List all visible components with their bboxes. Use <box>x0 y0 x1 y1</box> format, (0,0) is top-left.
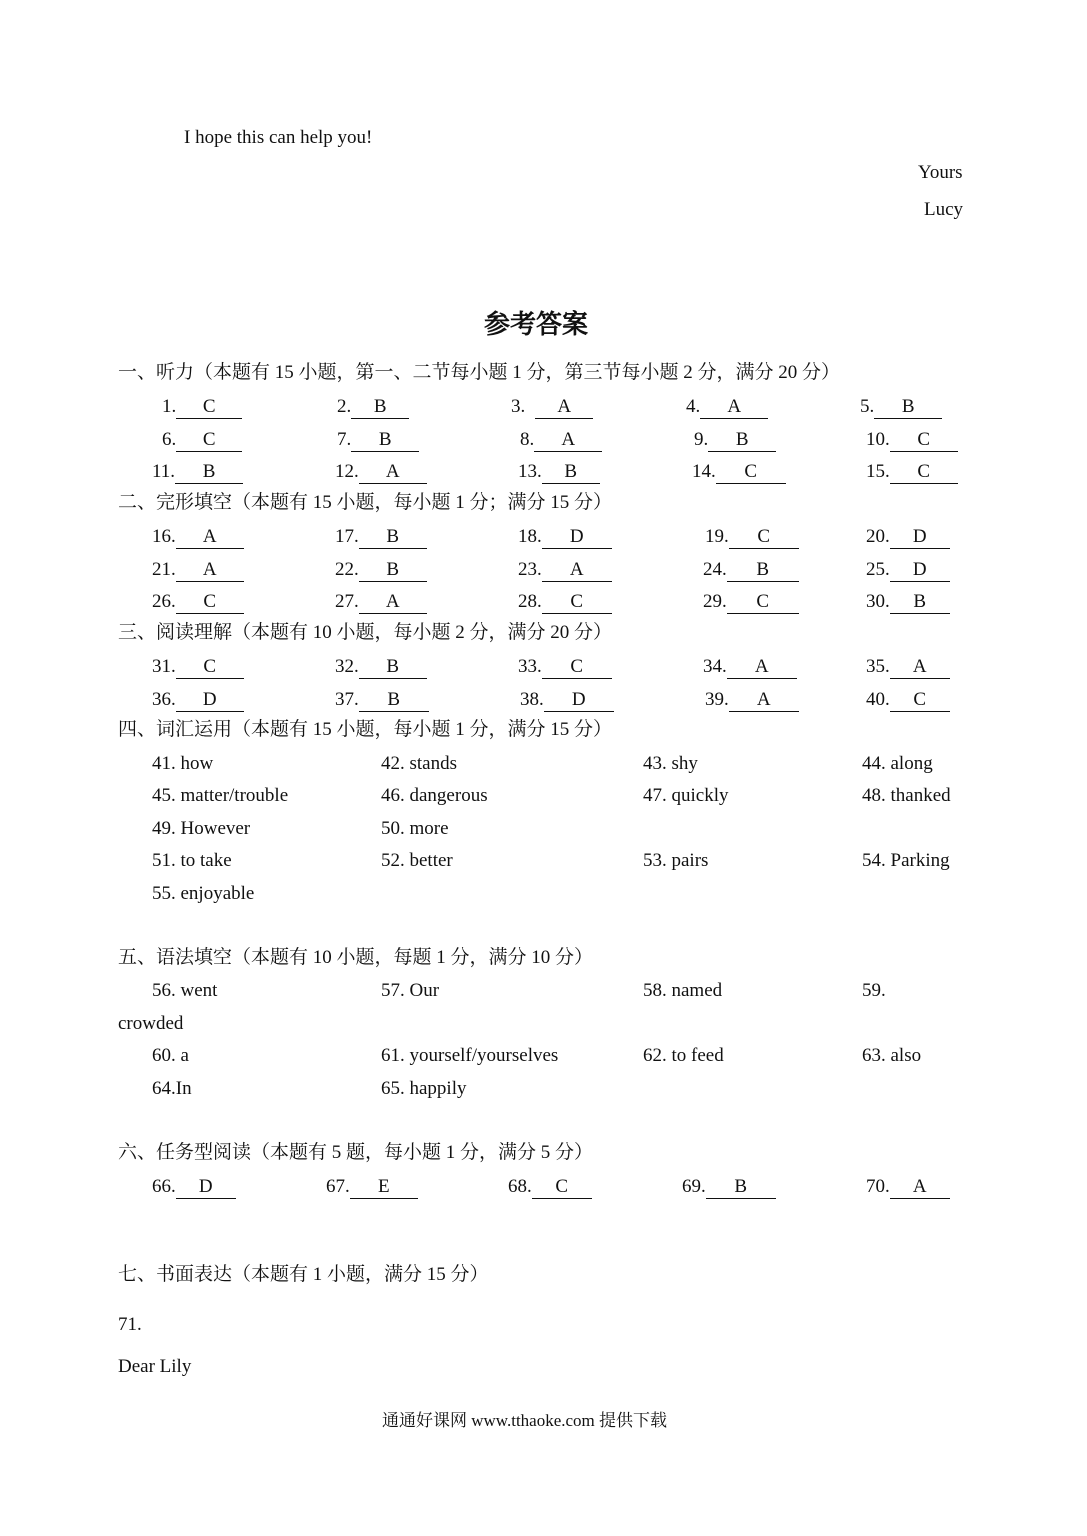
answer-item <box>335 525 427 549</box>
section-listening-header: 一、听力（本题有 15 小题，第一、二节每小题 1 分，第三节每小题 2 分，满分 20 分） <box>118 362 841 383</box>
question-number: 6. <box>162 429 177 450</box>
answer-item <box>337 395 409 419</box>
vocab-answer: 48. thanked <box>862 785 951 806</box>
answer-blank: A <box>727 656 797 679</box>
question-number: 4. <box>686 396 701 417</box>
question-number: 15. <box>866 461 890 482</box>
answer-blank: C <box>729 526 799 549</box>
answer-item <box>866 525 950 549</box>
answer-item <box>518 460 600 484</box>
answer-item <box>335 558 427 582</box>
answer-item <box>335 590 427 614</box>
grammar-answer-continued: crowded <box>118 1013 184 1034</box>
question-number: 10. <box>866 429 890 450</box>
answer-blank: A <box>700 396 768 419</box>
grammar-answer: 65. happily <box>381 1078 467 1099</box>
answer-item <box>152 558 244 582</box>
answer-blank: B <box>359 689 429 712</box>
question-number: 37. <box>335 689 359 710</box>
answer-blank: A <box>359 461 427 484</box>
answer-blank: A <box>729 689 799 712</box>
answer-item <box>520 688 614 712</box>
signoff-name: Lucy <box>924 199 964 220</box>
answer-item <box>682 1175 776 1199</box>
vocab-answer: 46. dangerous <box>381 785 488 806</box>
answer-item <box>335 688 429 712</box>
section-reading-header: 三、阅读理解（本题有 10 小题，每小题 2 分，满分 20 分） <box>118 622 613 643</box>
vocab-answer: 51. to take <box>152 850 232 871</box>
answer-blank: B <box>359 559 427 582</box>
signoff-yours: Yours <box>918 162 963 183</box>
answer-item <box>866 558 950 582</box>
answer-blank: B <box>351 429 419 452</box>
vocab-answer: 53. pairs <box>643 850 709 871</box>
question-number: 20. <box>866 526 890 547</box>
question-number: 1. <box>162 396 177 417</box>
answer-blank: C <box>176 591 244 614</box>
answer-blank: C <box>890 689 950 712</box>
answer-blank: C <box>727 591 799 614</box>
answer-item <box>162 428 242 452</box>
answer-item <box>705 525 799 549</box>
question-number: 28. <box>518 591 542 612</box>
question-number: 8. <box>520 429 535 450</box>
grammar-answer: 56. went <box>152 980 218 1001</box>
vocab-answer: 45. matter/trouble <box>152 785 289 806</box>
answer-item <box>866 460 958 484</box>
answer-blank: B <box>890 591 950 614</box>
question-number: 16. <box>152 526 176 547</box>
answer-item <box>518 525 612 549</box>
question-number: 27. <box>335 591 359 612</box>
answer-item <box>335 460 427 484</box>
vocab-answer: 44. along <box>862 753 933 774</box>
answer-item <box>692 460 786 484</box>
question-number: 36. <box>152 689 176 710</box>
question-number: 22. <box>335 559 359 580</box>
question-number: 19. <box>705 526 729 547</box>
answer-item <box>703 590 799 614</box>
answer-item <box>703 655 797 679</box>
vocab-answer: 43. shy <box>643 753 698 774</box>
answer-blank: C <box>890 429 958 452</box>
answer-blank: A <box>890 656 950 679</box>
answer-blank: D <box>890 559 950 582</box>
answer-blank: C <box>542 656 612 679</box>
vocab-answer: 42. stands <box>381 753 457 774</box>
grammar-answer: 64.In <box>152 1078 192 1099</box>
answer-item <box>520 428 602 452</box>
question-number: 66. <box>152 1176 176 1197</box>
vocab-answer: 41. how <box>152 753 214 774</box>
answer-blank: C <box>176 429 242 452</box>
answer-blank: C <box>890 461 958 484</box>
question-number: 29. <box>703 591 727 612</box>
vocab-answer: 50. more <box>381 818 449 839</box>
answer-blank: A <box>176 559 244 582</box>
answer-item <box>152 460 243 484</box>
vocab-answer: 52. better <box>381 850 453 871</box>
section-grammar-header: 五、语法填空（本题有 10 小题，每题 1 分，满分 10 分） <box>118 947 594 968</box>
answer-blank: D <box>176 689 244 712</box>
answer-blank: C <box>532 1176 592 1199</box>
section-cloze-header: 二、完形填空（本题有 15 小题，每小题 1 分；满分 15 分） <box>118 492 613 513</box>
answer-blank: A <box>359 591 427 614</box>
answer-item <box>705 688 799 712</box>
answer-blank: C <box>542 591 612 614</box>
grammar-answer: 60. a <box>152 1045 189 1066</box>
question-number: 70. <box>866 1176 890 1197</box>
question-number: 39. <box>705 689 729 710</box>
question-number: 5. <box>860 396 875 417</box>
question-number: 67. <box>326 1176 350 1197</box>
page-title: 参考答案 <box>484 310 589 340</box>
closing-line: I hope this can help you! <box>184 127 373 148</box>
question-number: 21. <box>152 559 176 580</box>
question-number: 33. <box>518 656 542 677</box>
vocab-answer: 47. quickly <box>643 785 729 806</box>
answer-item <box>337 428 419 452</box>
question-number: 35. <box>866 656 890 677</box>
question-number: 17. <box>335 526 359 547</box>
answer-blank: B <box>542 461 600 484</box>
section-vocabulary-header: 四、词汇运用（本题有 15 小题，每小题 1 分，满分 15 分） <box>118 719 613 740</box>
question-number: 11. <box>152 461 176 482</box>
answer-blank: A <box>176 526 244 549</box>
answer-blank: C <box>176 396 242 419</box>
question-number: 9. <box>694 429 709 450</box>
answer-item <box>326 1175 418 1199</box>
grammar-answer: 63. also <box>862 1045 922 1066</box>
grammar-answer: 58. named <box>643 980 723 1001</box>
section-writing-header: 七、书面表达（本题有 1 小题，满分 15 分） <box>118 1264 489 1285</box>
question-number: 30. <box>866 591 890 612</box>
answer-item <box>152 590 244 614</box>
answer-item <box>866 590 950 614</box>
answer-blank: E <box>350 1176 418 1199</box>
answer-blank: B <box>359 656 427 679</box>
answer-blank: B <box>351 396 409 419</box>
answer-item <box>703 558 799 582</box>
question-number: 23. <box>518 559 542 580</box>
question-number: 68. <box>508 1176 532 1197</box>
answer-item <box>860 395 942 419</box>
question-number: 2. <box>337 396 352 417</box>
question-number: 40. <box>866 689 890 710</box>
page-footer: 通通好课网 www.tthaoke.com 提供下载 <box>382 1411 668 1430</box>
letter-greeting: Dear Lily <box>118 1356 192 1377</box>
answer-blank: D <box>542 526 612 549</box>
vocab-answer: 54. Parking <box>862 850 950 871</box>
answer-item <box>511 395 593 419</box>
question-number: 31. <box>152 656 176 677</box>
question-number: 34. <box>703 656 727 677</box>
answer-blank: C <box>176 656 244 679</box>
vocab-answer: 49. However <box>152 818 251 839</box>
answer-item <box>686 395 768 419</box>
answer-item <box>162 395 242 419</box>
question-number: 13. <box>518 461 542 482</box>
grammar-answer: 59. <box>862 980 886 1001</box>
answer-item <box>866 655 950 679</box>
question-number: 25. <box>866 559 890 580</box>
answer-item <box>152 655 244 679</box>
answer-blank: D <box>176 1176 236 1199</box>
answer-blank: B <box>874 396 942 419</box>
answer-blank: B <box>359 526 427 549</box>
grammar-answer: 62. to feed <box>643 1045 724 1066</box>
question-number: 14. <box>692 461 716 482</box>
vocab-answer: 55. enjoyable <box>152 883 255 904</box>
answer-blank: A <box>542 559 612 582</box>
answer-blank: B <box>706 1176 776 1199</box>
writing-question-number: 71. <box>118 1314 142 1335</box>
grammar-answer: 61. yourself/yourselves <box>381 1045 559 1066</box>
answer-item <box>335 655 427 679</box>
question-number: 7. <box>337 429 352 450</box>
answer-blank: B <box>727 559 799 582</box>
answer-item <box>866 428 958 452</box>
answer-item <box>152 1175 236 1199</box>
answer-item <box>508 1175 592 1199</box>
answer-item <box>518 590 612 614</box>
answer-blank: A <box>535 396 593 419</box>
answer-blank: B <box>708 429 776 452</box>
answer-item <box>518 558 612 582</box>
answer-item <box>866 1175 950 1199</box>
answer-blank: B <box>175 461 243 484</box>
answer-item <box>152 525 244 549</box>
answer-item <box>152 688 244 712</box>
answer-item <box>518 655 612 679</box>
question-number: 32. <box>335 656 359 677</box>
answer-blank: D <box>544 689 614 712</box>
answer-item <box>694 428 776 452</box>
question-number: 38. <box>520 689 544 710</box>
section-task-reading-header: 六、任务型阅读（本题有 5 题，每小题 1 分，满分 5 分） <box>118 1142 594 1163</box>
answer-item <box>866 688 950 712</box>
question-number: 24. <box>703 559 727 580</box>
grammar-answer: 57. Our <box>381 980 440 1001</box>
question-number: 69. <box>682 1176 706 1197</box>
answer-blank: C <box>716 461 786 484</box>
question-number: 12. <box>335 461 359 482</box>
answer-blank: A <box>890 1176 950 1199</box>
question-number: 26. <box>152 591 176 612</box>
question-number: 3. <box>511 396 526 417</box>
question-number: 18. <box>518 526 542 547</box>
answer-blank: A <box>534 429 602 452</box>
answer-blank: D <box>890 526 950 549</box>
